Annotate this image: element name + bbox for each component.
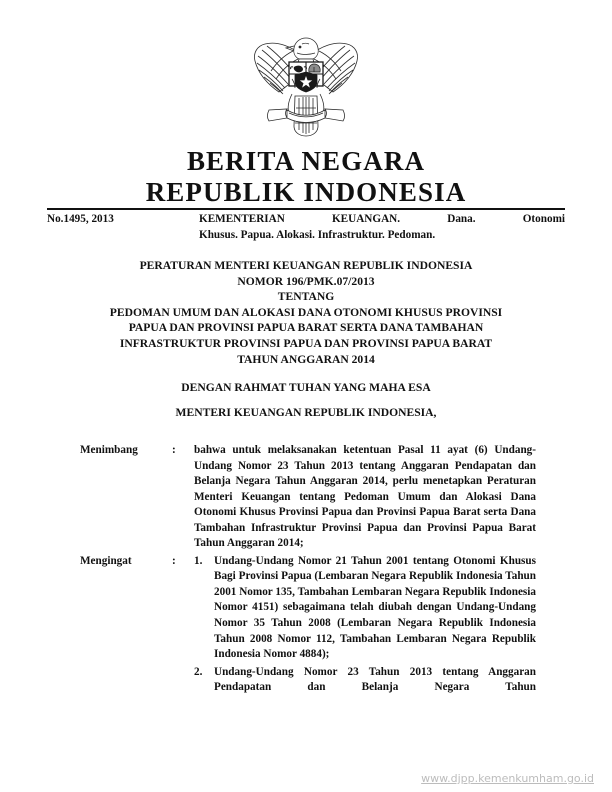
gazette-identity-row	[47, 212, 565, 243]
clause-mengingat-body	[194, 554, 536, 696]
emblem-container	[0, 22, 612, 144]
masthead-line-2: REPUBLIK INDONESIA	[145, 177, 467, 207]
header-divider	[47, 208, 565, 210]
invocation-spacer	[56, 396, 556, 405]
mengingat-list	[194, 554, 536, 696]
clause-menimbang-body	[194, 443, 536, 552]
clause-menimbang-text: bahwa untuk melaksanakan ketentuan Pasal 11 ayat (6) Undang-Undang Nomor 23 Tahun 2013 tentang Anggaran Pendapatan dan Belanja Negara Tahun Anggaran 2014, perlu menetapkan Peraturan Menteri Keuangan tentang Pedoman Umum dan Alokasi Dana Otonomi Khusus Provinsi Papua dan Provinsi Papua Barat serta Dana Tambahan Infrastruktur Provinsi Papua dan Provinsi Papua Barat Tahun Anggaran 2014;	[194, 444, 536, 550]
title-line-7: TAHUN ANGGARAN 2014	[237, 352, 375, 366]
clause-mengingat-label: Mengingat	[80, 554, 132, 567]
clauses-container	[80, 443, 536, 696]
clause-menimbang	[80, 443, 536, 552]
title-line-5: PAPUA DAN PROVINSI PAPUA BARAT SERTA DANA TAMBAHAN	[128, 321, 484, 335]
title-line-1: PERATURAN MENTERI KEUANGAN REPUBLIK INDONESIA	[139, 259, 473, 272]
masthead-line-1: BERITA NEGARA	[186, 146, 426, 176]
clause-menimbang-colon: :	[172, 444, 176, 456]
clause-mengingat-colon: :	[172, 554, 176, 567]
invocation-line-1: DENGAN RAHMAT TUHAN YANG MAHA ESA	[181, 381, 431, 394]
list-item-text: Undang-Undang Nomor 23 Tahun 2013 tentang Anggaran Pendapatan dan Belanja Negara Tahun	[214, 665, 536, 694]
title-line-4: PEDOMAN UMUM DAN ALOKASI DANA OTONOMI KHUSUS PROVINSI	[109, 305, 503, 319]
gazette-subject-line-1: KEMENTERIAN KEUANGAN. Dana. Otonomi	[199, 213, 565, 225]
list-item-text: Undang-Undang Nomor 21 Tahun 2001 tentang Otonomi Khusus Bagi Provinsi Papua (Lembaran Negara Republik Indonesia Tahun 2001 Nomor 135, Tambahan Lembaran Negara Republik Indonesia Nomor 4151) sebagaimana telah diubah dengan Undang-Undang Nomor 35 Tahun 2008 (Lembaran Negara Republik Indonesia Tahun 2008 Nomor 112, Tambahan Lembaran Negara Republik Indonesia Nomor 4884);	[214, 554, 536, 661]
gazette-subject-line-2: Khusus. Papua. Alokasi. Infrastruktur. Pedoman.	[199, 228, 436, 241]
gazette-number: No.1495, 2013	[47, 213, 114, 225]
footer-watermark[interactable]: www.djpp.kemenkumham.go.id	[421, 772, 594, 785]
gazette-subject	[199, 212, 565, 243]
title-line-2: NOMOR 196/PMK.07/2013	[237, 274, 375, 288]
list-item	[194, 554, 536, 663]
garuda-pancasila-emblem	[247, 22, 365, 144]
invocation-line-2: MENTERI KEUANGAN REPUBLIK INDONESIA,	[175, 405, 437, 419]
masthead	[0, 146, 612, 208]
list-item-number: 1.	[194, 554, 203, 567]
list-item	[194, 665, 536, 696]
title-line-3: TENTANG	[277, 290, 335, 304]
clause-menimbang-label: Menimbang	[80, 444, 138, 456]
list-item-number: 2.	[194, 665, 203, 678]
clause-mengingat	[80, 554, 536, 696]
invocation-block	[56, 380, 556, 420]
regulation-title-block	[56, 258, 556, 367]
title-line-6: INFRASTRUKTUR PROVINSI PAPUA DAN PROVINSI PAPUA BARAT	[119, 336, 493, 350]
